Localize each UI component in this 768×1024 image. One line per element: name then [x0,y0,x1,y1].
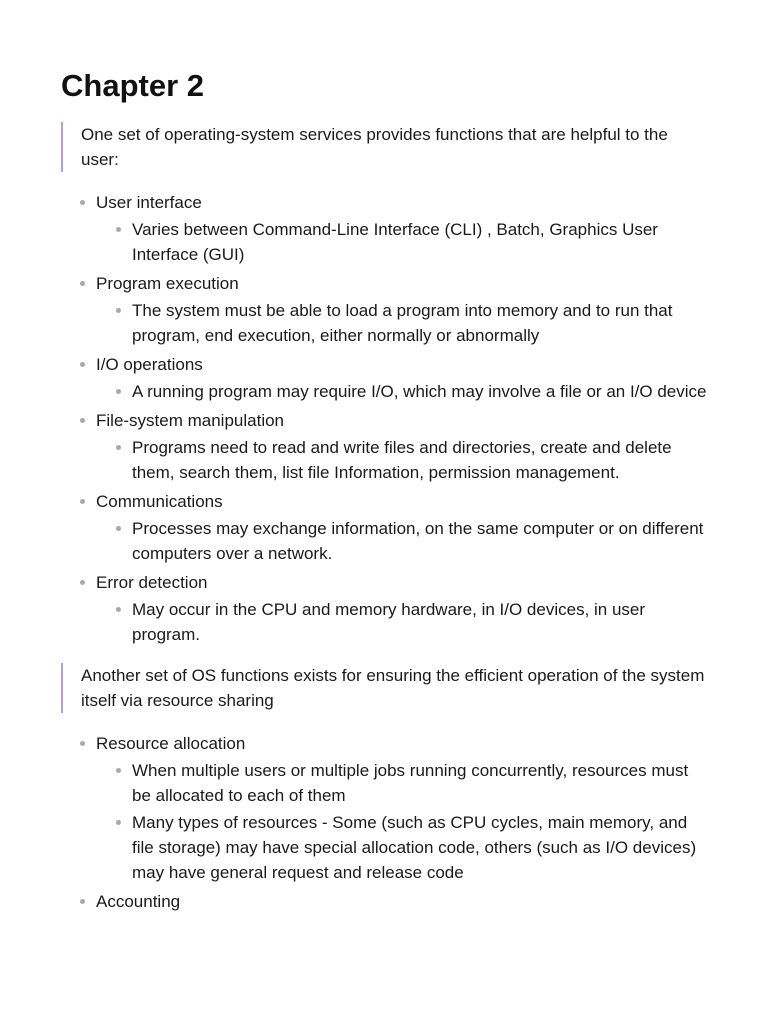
bullet-icon [116,227,121,232]
bullet-icon [80,362,85,367]
sublist [96,597,708,647]
sublist [96,217,708,267]
bullet-icon [116,820,121,825]
sublist-item-text: Varies between Command-Line Interface (CLI) , Batch, Graphics User Interface (GUI) [132,220,658,264]
list-item-label: Communications [96,492,223,511]
sublist-item-text: Many types of resources - Some (such as CPU cycles, main memory, and file storage) may have special allocation code, others (such as I/O devices) may have general request and release code [132,813,697,882]
os-functions-list [61,731,708,914]
list-item [61,489,708,566]
bullet-icon [80,899,85,904]
list-item-label: Resource allocation [96,734,246,753]
sublist-item-text: May occur in the CPU and memory hardware, in I/O devices, in user program. [132,600,646,644]
sublist-item-text: A running program may require I/O, which may involve a file or an I/O device [132,382,707,401]
sublist-item-text: Programs need to read and write files and directories, create and delete them, search them, list file Information, permission management. [132,438,672,482]
bullet-icon [80,200,85,205]
services-list [61,190,708,647]
sublist-item [96,758,708,808]
bullet-icon [116,526,121,531]
list-item-label: Program execution [96,274,239,293]
section-intro-quote: Another set of OS functions exists for ensuring the efficient operation of the system itself via resource sharing [61,663,708,713]
sublist-item [96,810,708,885]
bullet-icon [80,580,85,585]
bullet-icon [116,768,121,773]
sublist [96,435,708,485]
bullet-icon [116,389,121,394]
bullet-icon [116,445,121,450]
sublist [96,379,708,404]
list-item [61,408,708,485]
list-item [61,570,708,647]
list-item [61,889,708,914]
chapter-title: Chapter 2 [61,68,204,103]
list-item-label: File-system manipulation [96,411,285,430]
sublist-item [96,298,708,348]
bullet-icon [80,418,85,423]
list-item-label: I/O operations [96,355,203,374]
list-item-label: Accounting [96,892,181,911]
list-item-label: Error detection [96,573,208,592]
bullet-icon [80,281,85,286]
list-item-label: User interface [96,193,202,212]
sublist [96,516,708,566]
bullet-icon [80,499,85,504]
bullet-icon [80,741,85,746]
list-item [61,352,708,404]
sublist-item [96,217,708,267]
section-intro-quote: One set of operating-system services provides functions that are helpful to the user: [61,122,708,172]
list-item [61,731,708,885]
sublist-item [96,435,708,485]
bullet-icon [116,308,121,313]
sublist [96,758,708,885]
sublist [96,298,708,348]
sublist-item [96,516,708,566]
sublist-item [96,379,708,404]
sublist-item-text: The system must be able to load a program into memory and to run that program, end execution, either normally or abnormally [132,301,673,345]
list-item [61,190,708,267]
bullet-icon [116,607,121,612]
sublist-item-text: When multiple users or multiple jobs running concurrently, resources must be allocated to each of them [132,761,689,805]
list-item [61,271,708,348]
sublist-item-text: Processes may exchange information, on the same computer or on different computers over a network. [132,519,704,563]
sublist-item [96,597,708,647]
